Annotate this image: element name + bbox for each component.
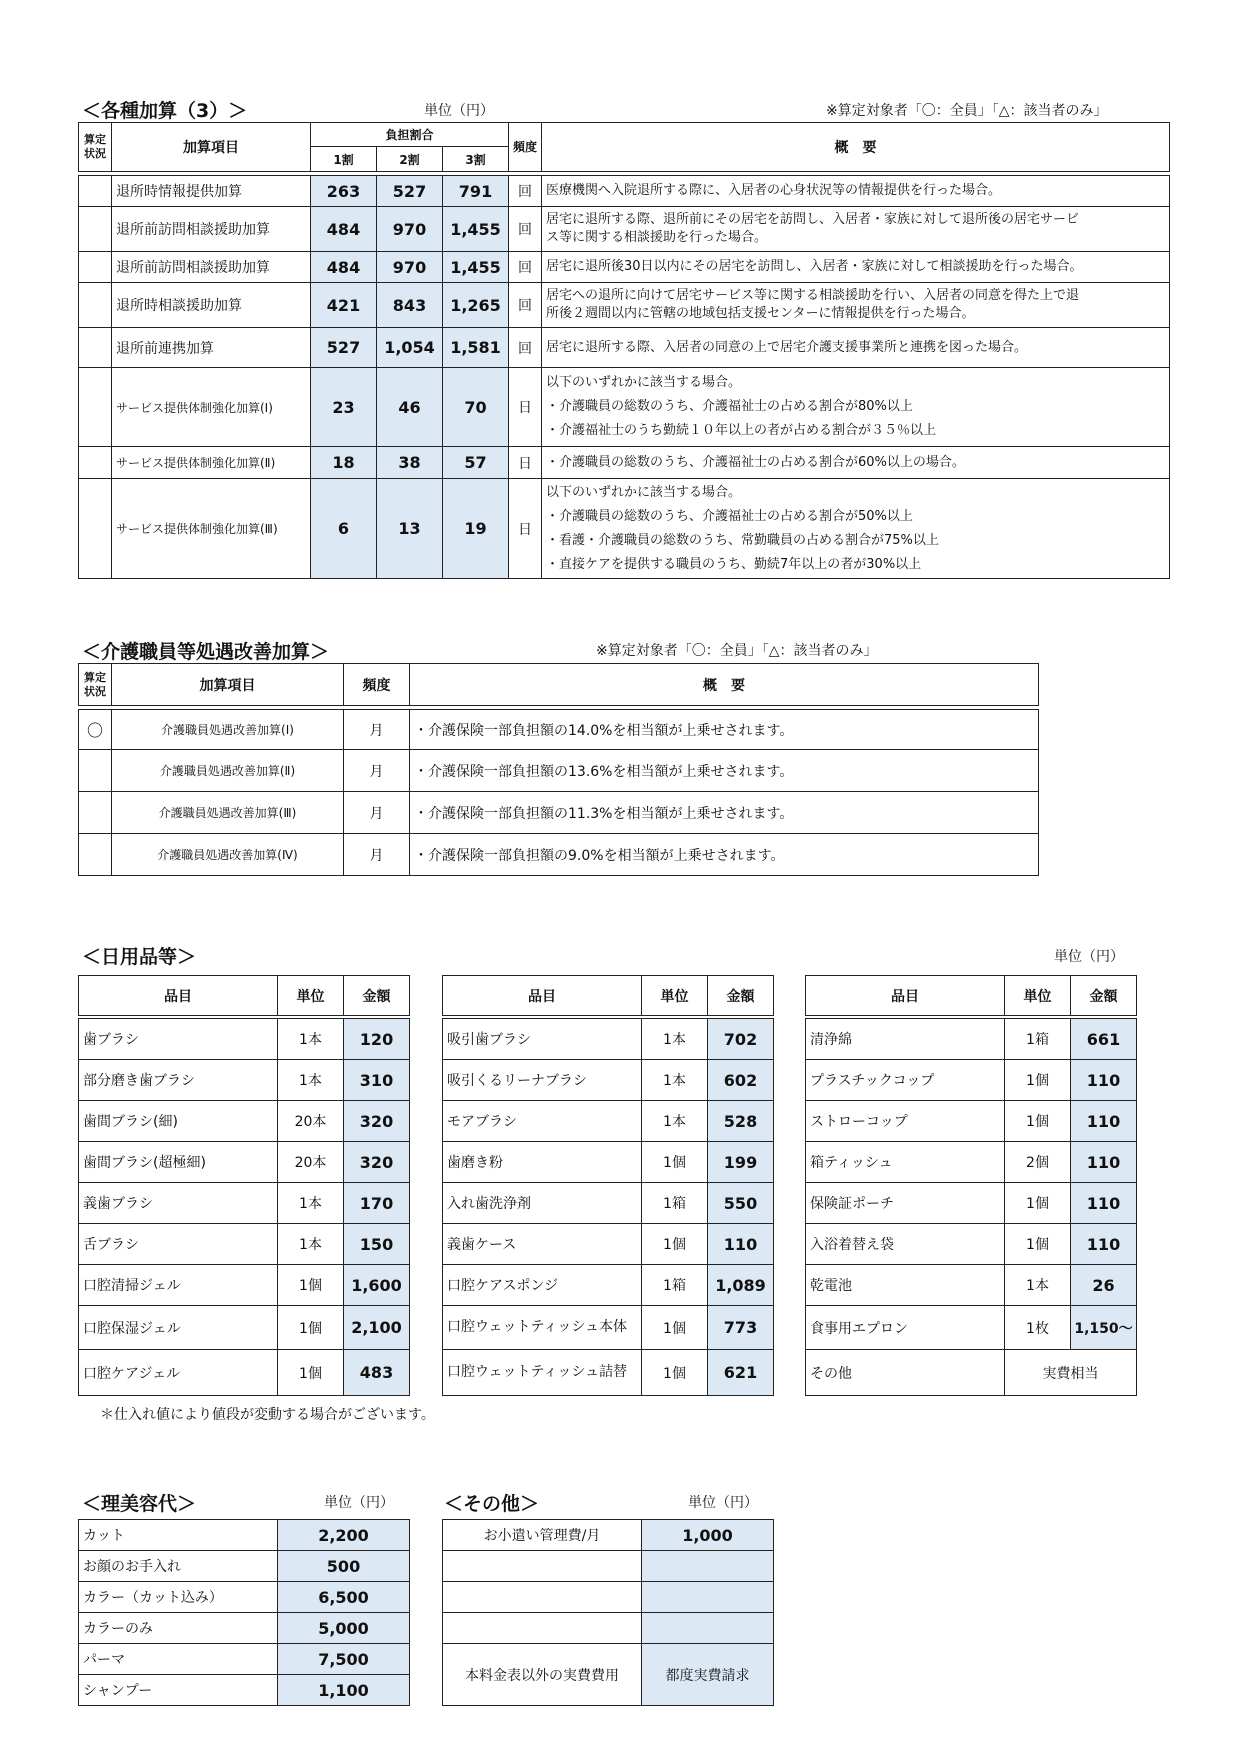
r1-cell: 18 bbox=[311, 447, 377, 479]
unit-cell: 20本 bbox=[278, 1142, 344, 1183]
item-cell: カット bbox=[79, 1520, 278, 1551]
r2-cell: 46 bbox=[377, 368, 443, 447]
item-cell: 口腔ケアジェル bbox=[79, 1350, 278, 1396]
item-cell: 義歯ブラシ bbox=[79, 1183, 278, 1224]
freq-cell: 回 bbox=[509, 283, 542, 328]
item-cell: 入れ歯洗浄剤 bbox=[443, 1183, 642, 1224]
item-header: 品目 bbox=[806, 976, 1005, 1016]
price-cell: 5,000 bbox=[278, 1613, 410, 1644]
price-cell: 661 bbox=[1071, 1019, 1137, 1060]
item-cell: モアブラシ bbox=[443, 1101, 642, 1142]
status-cell bbox=[79, 792, 112, 834]
freq-cell: 回 bbox=[509, 207, 542, 252]
item-cell: 義歯ケース bbox=[443, 1224, 642, 1265]
item-cell: 保険証ポーチ bbox=[806, 1183, 1005, 1224]
table-row bbox=[79, 252, 1170, 283]
r2-cell: 527 bbox=[377, 176, 443, 207]
item-cell: 介護職員処遇改善加算(Ⅳ) bbox=[112, 834, 344, 876]
item-cell bbox=[443, 1551, 642, 1582]
summary-cell: 居宅に退所する際、退所前にその居宅を訪問し、入居者・家族に対して退所後の居宅サービ ス等に関する相談援助を行った場合。 bbox=[542, 207, 1170, 252]
price-cell: 1,600 bbox=[344, 1265, 410, 1306]
table-row bbox=[443, 1644, 774, 1706]
table-row bbox=[79, 1306, 410, 1350]
price-cell: 550 bbox=[708, 1183, 774, 1224]
table-row bbox=[79, 792, 1039, 834]
r1-cell: 527 bbox=[311, 328, 377, 368]
status-header: 算定状況 bbox=[79, 664, 112, 706]
r1-cell: 6 bbox=[311, 479, 377, 579]
table-row bbox=[806, 1265, 1137, 1306]
status-cell bbox=[79, 207, 112, 252]
price-cell: 1,089 bbox=[708, 1265, 774, 1306]
price-cell bbox=[642, 1613, 774, 1644]
shogu-title: ＜介護職員等処遇改善加算＞ bbox=[82, 641, 330, 663]
price-header: 金額 bbox=[344, 976, 410, 1016]
item-cell: 退所時相談援助加算 bbox=[112, 283, 311, 328]
table-row bbox=[79, 328, 1170, 368]
kasan3-unit: 単位（円） bbox=[424, 103, 494, 119]
item-cell: お小遣い管理費/月 bbox=[443, 1520, 642, 1551]
status-cell bbox=[79, 176, 112, 207]
price-cell: 1,000 bbox=[642, 1520, 774, 1551]
unit-cell: 1個 bbox=[642, 1142, 708, 1183]
status-cell bbox=[79, 368, 112, 447]
nichiyo-table-2 bbox=[442, 975, 774, 1396]
freq-cell: 月 bbox=[344, 710, 410, 750]
price-cell: 310 bbox=[344, 1060, 410, 1101]
item-cell bbox=[443, 1582, 642, 1613]
summary-cell: 以下のいずれかに該当する場合。 ・介護職員の総数のうち、介護福祉士の占める割合が80%以上 ・介護福祉士のうち勤続１０年以上の者が占める割合が３５％以上 bbox=[542, 368, 1170, 447]
unit-cell: 1箱 bbox=[642, 1183, 708, 1224]
table-row bbox=[79, 1582, 410, 1613]
r2-header: 2割 bbox=[377, 147, 443, 172]
unit-header: 単位 bbox=[642, 976, 708, 1016]
unit-cell: 1本 bbox=[642, 1019, 708, 1060]
r3-cell: 1,455 bbox=[443, 207, 509, 252]
freq-cell: 回 bbox=[509, 176, 542, 207]
r3-cell: 791 bbox=[443, 176, 509, 207]
price-cell: 702 bbox=[708, 1019, 774, 1060]
item-cell: 介護職員処遇改善加算(Ⅰ) bbox=[112, 710, 344, 750]
table-row bbox=[79, 834, 1039, 876]
table-row bbox=[443, 1306, 774, 1350]
status-cell bbox=[79, 750, 112, 792]
item-cell: 清浄綿 bbox=[806, 1019, 1005, 1060]
table-row bbox=[806, 1306, 1137, 1350]
price-cell: 621 bbox=[708, 1350, 774, 1396]
r3-cell: 1,265 bbox=[443, 283, 509, 328]
unit-cell: 1個 bbox=[278, 1350, 344, 1396]
share-header: 負担割合 bbox=[311, 123, 509, 147]
table-row bbox=[79, 1520, 410, 1551]
item-cell: プラスチックコップ bbox=[806, 1060, 1005, 1101]
price-cell: 6,500 bbox=[278, 1582, 410, 1613]
table-row bbox=[79, 1613, 410, 1644]
status-cell bbox=[79, 252, 112, 283]
item-cell: 口腔ウェットティッシュ本体 bbox=[443, 1306, 642, 1350]
riyo-table bbox=[78, 1519, 410, 1706]
table-row bbox=[443, 1350, 774, 1396]
price-cell: 110 bbox=[1071, 1101, 1137, 1142]
summary-cell: ・介護保険一部負担額の9.0%を相当額が上乗せされます。 bbox=[410, 834, 1039, 876]
table-row bbox=[79, 1675, 410, 1706]
status-header: 算定状況 bbox=[79, 123, 112, 172]
sonota-title: ＜その他＞ bbox=[444, 1493, 540, 1515]
r2-cell: 970 bbox=[377, 252, 443, 283]
unit-cell: 1本 bbox=[642, 1101, 708, 1142]
price-cell: 1,150～ bbox=[1071, 1306, 1137, 1350]
price-cell: 320 bbox=[344, 1101, 410, 1142]
sonota-table bbox=[442, 1519, 774, 1706]
price-cell: 602 bbox=[708, 1060, 774, 1101]
status-cell: 〇 bbox=[79, 710, 112, 750]
r2-cell: 970 bbox=[377, 207, 443, 252]
r2-cell: 13 bbox=[377, 479, 443, 579]
summary-cell: 以下のいずれかに該当する場合。 ・介護職員の総数のうち、介護福祉士の占める割合が50%以上 ・看護・介護職員の総数のうち、常勤職員の占める割合が75%以上 ・直接ケアを提供する職員のうち、勤続7年以上の者が30%以上 bbox=[542, 479, 1170, 579]
summary-header: 概 要 bbox=[410, 664, 1039, 706]
unit-cell: 1個 bbox=[642, 1224, 708, 1265]
summary-header: 概 要 bbox=[542, 123, 1170, 172]
item-cell: 乾電池 bbox=[806, 1265, 1005, 1306]
riyo-title: ＜理美容代＞ bbox=[82, 1493, 197, 1515]
unit-cell: 1箱 bbox=[642, 1265, 708, 1306]
unit-cell: 1本 bbox=[642, 1060, 708, 1101]
item-cell: 歯磨き粉 bbox=[443, 1142, 642, 1183]
table-row bbox=[443, 1183, 774, 1224]
status-cell bbox=[79, 834, 112, 876]
table-row bbox=[443, 1101, 774, 1142]
table-row bbox=[79, 710, 1039, 750]
freq-cell: 月 bbox=[344, 834, 410, 876]
item-cell: 口腔ケアスポンジ bbox=[443, 1265, 642, 1306]
shogu-note: ※算定対象者「〇：全員」「△：該当者のみ」 bbox=[596, 643, 878, 659]
table-row bbox=[79, 1350, 410, 1396]
kasan3-note: ※算定対象者「〇：全員」「△：該当者のみ」 bbox=[826, 103, 1108, 119]
nichiyo-title: ＜日用品等＞ bbox=[82, 946, 197, 968]
price-cell: 110 bbox=[1071, 1142, 1137, 1183]
item-cell: カラーのみ bbox=[79, 1613, 278, 1644]
unit-cell: 1個 bbox=[1005, 1183, 1071, 1224]
item-cell: ストローコップ bbox=[806, 1101, 1005, 1142]
item-cell: 歯間ブラシ(細) bbox=[79, 1101, 278, 1142]
item-cell: 吸引歯ブラシ bbox=[443, 1019, 642, 1060]
nichiyo-unit: 単位（円） bbox=[1054, 949, 1124, 965]
price-cell: 110 bbox=[1071, 1183, 1137, 1224]
table-row bbox=[443, 1142, 774, 1183]
item-cell: 介護職員処遇改善加算(Ⅱ) bbox=[112, 750, 344, 792]
price-header: 金額 bbox=[1071, 976, 1137, 1016]
item-cell: 退所前訪問相談援助加算 bbox=[112, 207, 311, 252]
unit-cell: 1本 bbox=[278, 1224, 344, 1265]
price-cell: 2,200 bbox=[278, 1520, 410, 1551]
r1-cell: 484 bbox=[311, 252, 377, 283]
unit-cell: 1本 bbox=[1005, 1265, 1071, 1306]
table-row bbox=[443, 1520, 774, 1551]
price-cell: 26 bbox=[1071, 1265, 1137, 1306]
freq-header: 頻度 bbox=[509, 123, 542, 172]
item-cell: サービス提供体制強化加算(Ⅱ) bbox=[112, 447, 311, 479]
summary-cell: 居宅への退所に向けて居宅サービス等に関する相談援助を行い、入居者の同意を得た上で退 所後２週間以内に管轄の地域包括支援センターに情報提供を行った場合。 bbox=[542, 283, 1170, 328]
table-row bbox=[79, 1551, 410, 1582]
unit-cell: 1個 bbox=[278, 1306, 344, 1350]
freq-cell: 月 bbox=[344, 750, 410, 792]
freq-cell: 月 bbox=[344, 792, 410, 834]
table-row bbox=[79, 479, 1170, 579]
table-row bbox=[79, 176, 1170, 207]
unit-header: 単位 bbox=[278, 976, 344, 1016]
shogu-table bbox=[78, 663, 1039, 876]
price-cell: 500 bbox=[278, 1551, 410, 1582]
table-row bbox=[443, 1019, 774, 1060]
r1-header: 1割 bbox=[311, 147, 377, 172]
price-cell: 120 bbox=[344, 1019, 410, 1060]
item-header: 加算項目 bbox=[112, 664, 344, 706]
price-cell: 7,500 bbox=[278, 1644, 410, 1675]
r2-cell: 1,054 bbox=[377, 328, 443, 368]
table-row bbox=[806, 1224, 1137, 1265]
table-row bbox=[443, 1224, 774, 1265]
table-row bbox=[806, 1350, 1137, 1396]
summary-cell: ・介護保険一部負担額の13.6%を相当額が上乗せされます。 bbox=[410, 750, 1039, 792]
unit-cell: 1箱 bbox=[1005, 1019, 1071, 1060]
freq-cell: 回 bbox=[509, 328, 542, 368]
r2-cell: 38 bbox=[377, 447, 443, 479]
item-cell: 箱ティッシュ bbox=[806, 1142, 1005, 1183]
price-header: 金額 bbox=[708, 976, 774, 1016]
unit-cell: 1本 bbox=[278, 1183, 344, 1224]
price-cell: 483 bbox=[344, 1350, 410, 1396]
summary-cell: 居宅に退所する際、入居者の同意の上で居宅介護支援事業所と連携を図った場合。 bbox=[542, 328, 1170, 368]
riyo-unit: 単位（円） bbox=[324, 1495, 394, 1511]
table-row bbox=[443, 1551, 774, 1582]
item-cell: サービス提供体制強化加算(Ⅲ) bbox=[112, 479, 311, 579]
price-cell: 150 bbox=[344, 1224, 410, 1265]
item-cell: 退所前連携加算 bbox=[112, 328, 311, 368]
summary-cell: 医療機関へ入院退所する際に、入居者の心身状況等の情報提供を行った場合。 bbox=[542, 176, 1170, 207]
item-header: 加算項目 bbox=[112, 123, 311, 172]
price-cell: 1,100 bbox=[278, 1675, 410, 1706]
unit-cell: 1個 bbox=[1005, 1060, 1071, 1101]
item-header: 品目 bbox=[79, 976, 278, 1016]
item-cell: 食事用エプロン bbox=[806, 1306, 1005, 1350]
unit-cell: 1個 bbox=[278, 1265, 344, 1306]
table-row bbox=[806, 1101, 1137, 1142]
item-cell: 口腔ウェットティッシュ詰替 bbox=[443, 1350, 642, 1396]
table-row bbox=[806, 1060, 1137, 1101]
table-row bbox=[806, 1019, 1137, 1060]
item-cell: 部分磨き歯ブラシ bbox=[79, 1060, 278, 1101]
price-cell: 170 bbox=[344, 1183, 410, 1224]
item-cell: シャンプー bbox=[79, 1675, 278, 1706]
item-header: 品目 bbox=[443, 976, 642, 1016]
item-cell: 退所時情報提供加算 bbox=[112, 176, 311, 207]
item-cell: サービス提供体制強化加算(Ⅰ) bbox=[112, 368, 311, 447]
item-cell: 本料金表以外の実費費用 bbox=[443, 1644, 642, 1706]
nichiyo-table-1 bbox=[78, 975, 410, 1396]
item-cell: 歯ブラシ bbox=[79, 1019, 278, 1060]
status-cell bbox=[79, 479, 112, 579]
table-row bbox=[79, 1265, 410, 1306]
kasan3-table bbox=[78, 122, 1170, 579]
table-row bbox=[79, 447, 1170, 479]
price-cell bbox=[642, 1551, 774, 1582]
unit-cell: 1個 bbox=[1005, 1224, 1071, 1265]
summary-cell: ・介護職員の総数のうち、介護福祉士の占める割合が60%以上の場合。 bbox=[542, 447, 1170, 479]
summary-cell: ・介護保険一部負担額の14.0%を相当額が上乗せされます。 bbox=[410, 710, 1039, 750]
freq-cell: 回 bbox=[509, 252, 542, 283]
item-cell: 歯間ブラシ(超極細) bbox=[79, 1142, 278, 1183]
freq-cell: 日 bbox=[509, 368, 542, 447]
item-cell bbox=[443, 1613, 642, 1644]
item-cell: 介護職員処遇改善加算(Ⅲ) bbox=[112, 792, 344, 834]
table-row bbox=[79, 1142, 410, 1183]
r3-cell: 1,581 bbox=[443, 328, 509, 368]
unit-cell: 1個 bbox=[642, 1350, 708, 1396]
price-cell: 110 bbox=[1071, 1224, 1137, 1265]
price-cell bbox=[642, 1582, 774, 1613]
price-cell: 都度実費請求 bbox=[642, 1644, 774, 1706]
table-row bbox=[79, 1101, 410, 1142]
unit-cell: 1本 bbox=[278, 1019, 344, 1060]
r1-cell: 263 bbox=[311, 176, 377, 207]
r3-cell: 19 bbox=[443, 479, 509, 579]
price-cell: 528 bbox=[708, 1101, 774, 1142]
r2-cell: 843 bbox=[377, 283, 443, 328]
table-row bbox=[79, 283, 1170, 328]
table-row bbox=[79, 1060, 410, 1101]
table-row bbox=[443, 1613, 774, 1644]
price-cell: 110 bbox=[708, 1224, 774, 1265]
table-row bbox=[79, 1019, 410, 1060]
freq-header: 頻度 bbox=[344, 664, 410, 706]
table-row bbox=[79, 207, 1170, 252]
table-row bbox=[443, 1265, 774, 1306]
table-row bbox=[443, 1582, 774, 1613]
price-cell: 773 bbox=[708, 1306, 774, 1350]
r3-cell: 1,455 bbox=[443, 252, 509, 283]
r1-cell: 23 bbox=[311, 368, 377, 447]
r3-cell: 70 bbox=[443, 368, 509, 447]
unit-cell: 1個 bbox=[1005, 1101, 1071, 1142]
unit-header: 単位 bbox=[1005, 976, 1071, 1016]
r1-cell: 421 bbox=[311, 283, 377, 328]
item-cell: 入浴着替え袋 bbox=[806, 1224, 1005, 1265]
item-cell: 舌ブラシ bbox=[79, 1224, 278, 1265]
table-row bbox=[79, 368, 1170, 447]
unit-cell: 1枚 bbox=[1005, 1306, 1071, 1350]
item-cell: 口腔清掃ジェル bbox=[79, 1265, 278, 1306]
item-cell: パーマ bbox=[79, 1644, 278, 1675]
unit-cell: 1個 bbox=[642, 1306, 708, 1350]
table-row bbox=[79, 1224, 410, 1265]
unit-cell: 2個 bbox=[1005, 1142, 1071, 1183]
r3-header: 3割 bbox=[443, 147, 509, 172]
nichiyo-note: ＊仕入れ値により値段が変動する場合がございます。 bbox=[100, 1407, 435, 1423]
item-cell: お顔のお手入れ bbox=[79, 1551, 278, 1582]
price-cell: 110 bbox=[1071, 1060, 1137, 1101]
item-cell: カラー（カット込み） bbox=[79, 1582, 278, 1613]
item-cell: 口腔保湿ジェル bbox=[79, 1306, 278, 1350]
status-cell bbox=[79, 328, 112, 368]
table-row bbox=[443, 1060, 774, 1101]
price-cell: 320 bbox=[344, 1142, 410, 1183]
table-row bbox=[79, 750, 1039, 792]
summary-cell: ・介護保険一部負担額の11.3%を相当額が上乗せされます。 bbox=[410, 792, 1039, 834]
table-row bbox=[806, 1142, 1137, 1183]
sonota-unit: 単位（円） bbox=[688, 1495, 758, 1511]
r1-cell: 484 bbox=[311, 207, 377, 252]
status-cell bbox=[79, 283, 112, 328]
unit-cell: 実費相当 bbox=[1005, 1350, 1137, 1396]
summary-cell: 居宅に退所後30日以内にその居宅を訪問し、入居者・家族に対して相談援助を行った場合。 bbox=[542, 252, 1170, 283]
r3-cell: 57 bbox=[443, 447, 509, 479]
freq-cell: 日 bbox=[509, 479, 542, 579]
table-row bbox=[79, 1644, 410, 1675]
item-cell: その他 bbox=[806, 1350, 1005, 1396]
table-row bbox=[806, 1183, 1137, 1224]
unit-cell: 1本 bbox=[278, 1060, 344, 1101]
status-cell bbox=[79, 447, 112, 479]
price-cell: 2,100 bbox=[344, 1306, 410, 1350]
item-cell: 退所前訪問相談援助加算 bbox=[112, 252, 311, 283]
price-cell: 199 bbox=[708, 1142, 774, 1183]
table-row bbox=[79, 1183, 410, 1224]
unit-cell: 20本 bbox=[278, 1101, 344, 1142]
freq-cell: 日 bbox=[509, 447, 542, 479]
nichiyo-table-3 bbox=[805, 975, 1137, 1396]
item-cell: 吸引くるリーナブラシ bbox=[443, 1060, 642, 1101]
kasan3-title: ＜各種加算（3）＞ bbox=[82, 100, 248, 122]
